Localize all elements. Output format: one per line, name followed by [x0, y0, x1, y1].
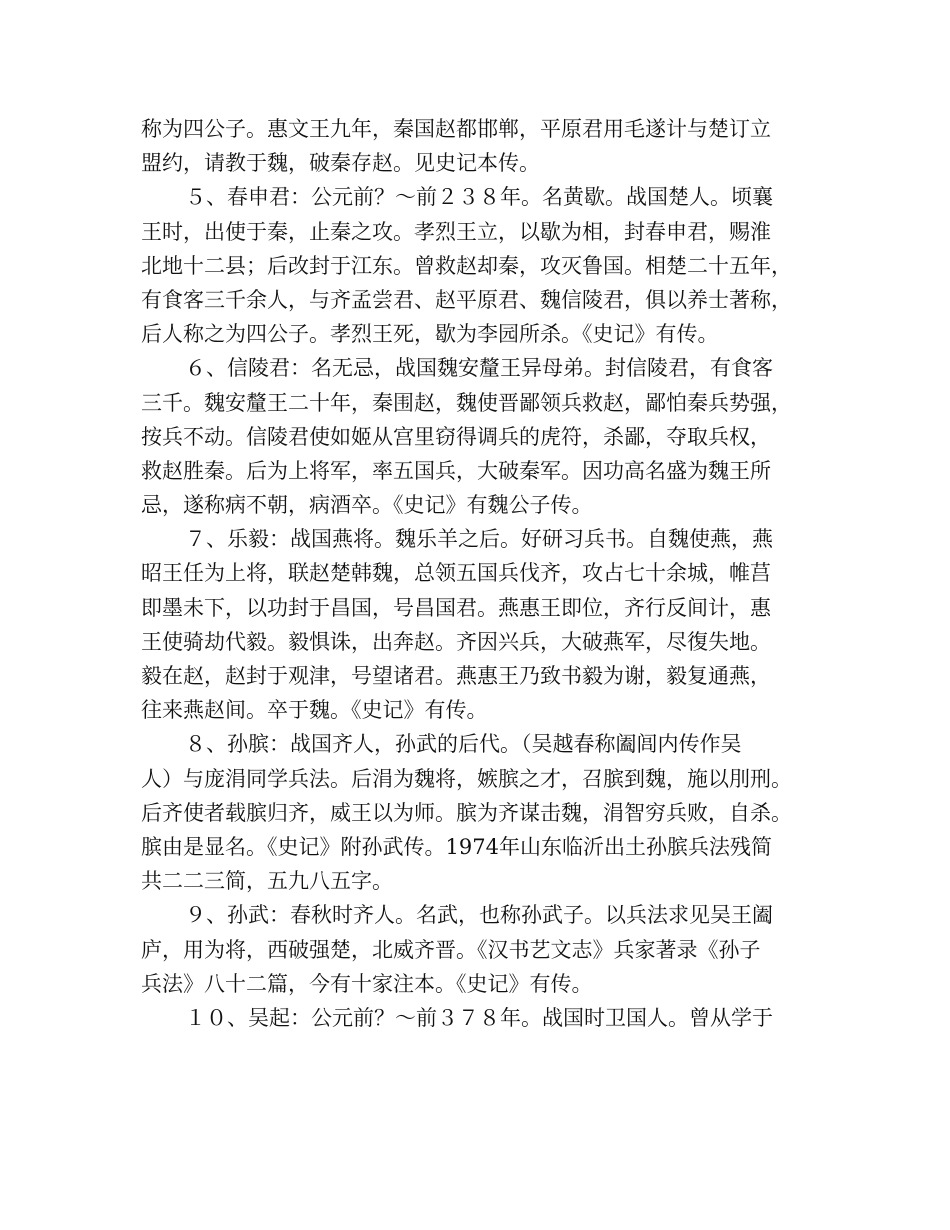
text-line: 即墨未下，以功封于昌国，号昌国君。燕惠王即位，齐行反间计，惠 [141, 595, 771, 620]
text-line: 人）与庞涓同学兵法。后涓为魏将，嫉膑之才，召膑到魏，施以刖刑。 [141, 766, 792, 791]
text-line: 后人称之为四公子。孝烈王死，歇为李园所杀。《史记》有传。 [141, 322, 719, 347]
document-body-text [141, 112, 831, 1035]
text-line: 三千。魏安釐王二十年，秦围赵，魏使晋鄙领兵救赵，鄙怕秦兵势强， [141, 390, 792, 415]
text-line: 共二二三简，五九八五字。 [141, 869, 393, 894]
text-line: 按兵不动。信陵君使如姬从宫里窃得调兵的虎符，杀鄙，夺取兵权， [141, 424, 771, 449]
text-line: 庐，用为将，西破强楚，北威齐晋。《汉书艺文志》兵家著录《孙子 [141, 937, 761, 962]
paragraph-first-line: ９、孙武：春秋时齐人。名武，也称孙武子。以兵法求见吴王阖 [185, 903, 773, 928]
text-line: 王时，出使于秦，止秦之攻。孝烈王立，以歇为相，封春申君，赐淮 [141, 219, 771, 244]
paragraph-first-line: ５、春申君：公元前？～前２３８年。名黄歇。战国楚人。顷襄 [185, 185, 773, 210]
text-line: 兵法》八十二篇，今有十家注本。《史记》有传。 [141, 971, 593, 996]
text-line: 忌，遂称病不朝，病酒卒。《史记》有魏公子传。 [141, 493, 593, 518]
text-line: 往来燕赵间。卒于魏。《史记》有传。 [141, 698, 488, 723]
text-line: 膑由是显名。《史记》附孙武传。1974年山东临沂出土孙膑兵法残简 [141, 834, 772, 859]
paragraph-first-line: ６、信陵君：名无忌，战国魏安釐王异母弟。封信陵君，有食客 [185, 356, 773, 381]
paragraph-first-line: １０、吴起：公元前？～前３７８年。战国时卫国人。曾从学于 [185, 1005, 773, 1030]
text-line: 毅在赵，赵封于观津，号望诸君。燕惠王乃致书毅为谢，毅复通燕， [141, 664, 771, 688]
text-line: 有食客三千余人，与齐孟尝君、赵平原君、魏信陵君，俱以养士著称， [141, 287, 792, 312]
text-line: 北地十二县；后改封于江东。曾救赵却秦，攻灭鲁国。相楚二十五年， [141, 253, 792, 278]
paragraph-first-line: ８、孙膑：战国齐人，孙武的后代。（吴越春称阖闾内传作吴 [185, 732, 742, 757]
text-line: 称为四公子。惠文王九年，秦国赵都邯郸，平原君用毛遂计与楚订立 [141, 117, 771, 141]
text-line: 昭王任为上将，联赵楚韩魏，总领五国兵伐齐，攻占七十余城，帷莒 [141, 561, 771, 586]
text-line: 救赵胜秦。后为上将军，率五国兵，大破秦军。因功高名盛为魏王所 [141, 458, 771, 483]
text-line: 盟约，请教于魏，破秦存赵。见史记本传。 [141, 151, 540, 176]
paragraph-first-line: ７、乐毅：战国燕将。魏乐羊之后。好研习兵书。自魏使燕，燕 [185, 527, 773, 552]
text-line: 王使骑劫代毅。毅惧诛，出奔赵。齐因兴兵，大破燕军，尽復失地。 [141, 629, 771, 654]
text-line: 后齐使者载膑归齐，威王以为师。膑为齐谋击魏，涓智穷兵败，自杀。 [141, 800, 792, 825]
